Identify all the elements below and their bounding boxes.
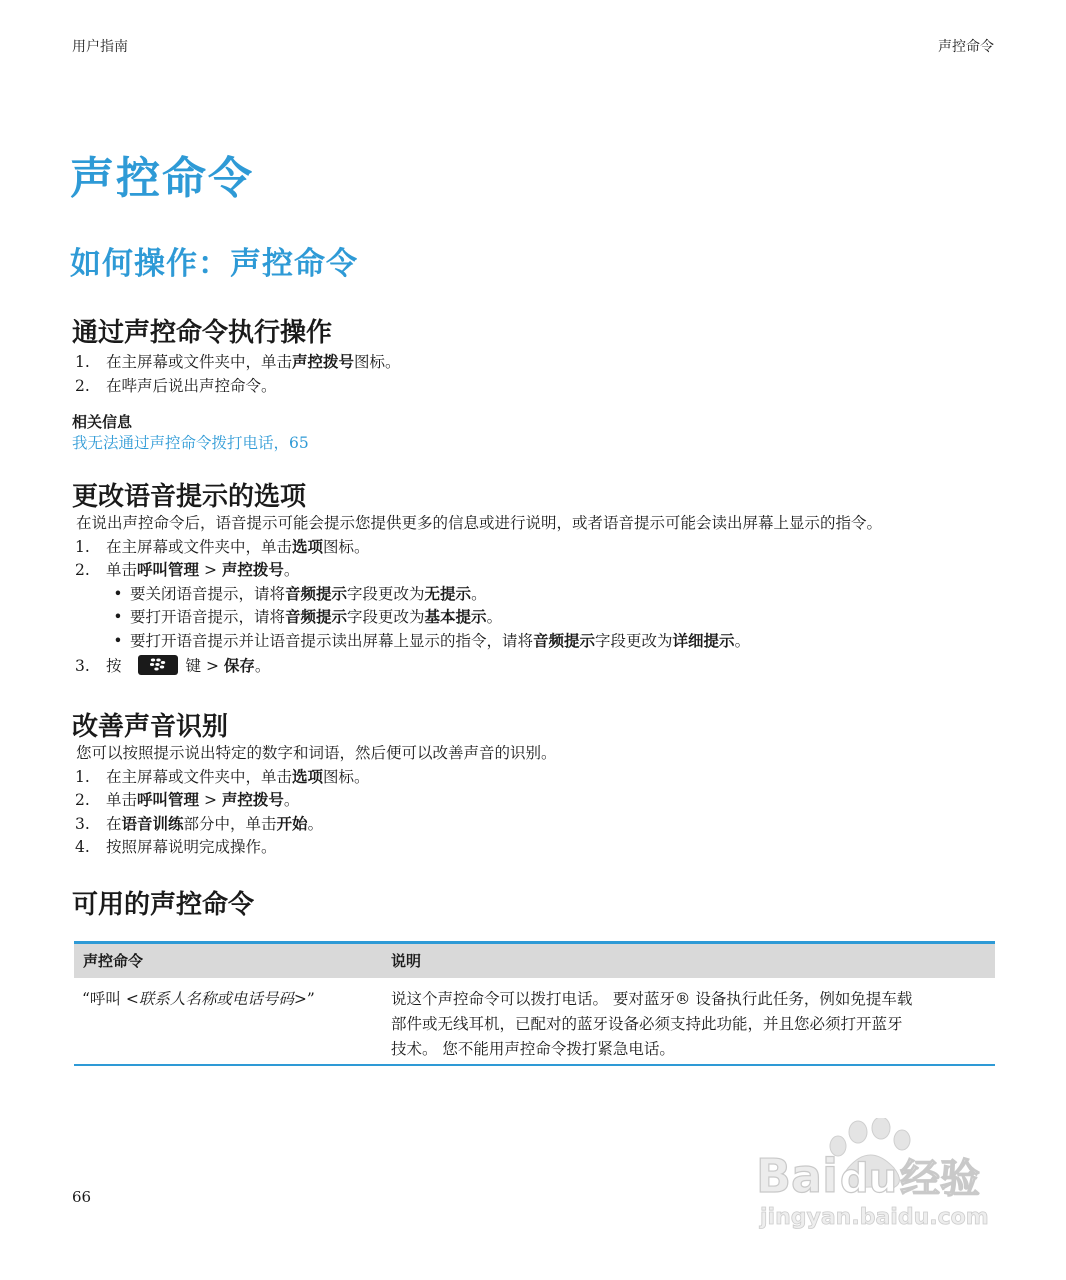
section-intro: 您可以按照提示说出特定的数字和词语，然后便可以改善声音的识别。 xyxy=(76,744,557,762)
bullet-text: 要关闭语音提示，请将 xyxy=(130,584,286,603)
section-heading-voice-commands: 通过声控命令执行操作 xyxy=(72,318,333,348)
step-text: 在主屏幕或文件夹中，单击 xyxy=(106,537,293,556)
step-text: 。 xyxy=(283,561,300,579)
ui-term: 音频提示 xyxy=(533,631,596,650)
step-number: 2. xyxy=(75,376,90,395)
ui-term: 声控拨号 xyxy=(292,353,355,371)
bullet-icon: • xyxy=(113,631,123,650)
ui-term: 开始 xyxy=(276,814,308,833)
svg-text:jingyan.baidu.com: jingyan.baidu.com xyxy=(760,1205,989,1230)
step-text: 在哔声后说出声控命令。 xyxy=(106,376,277,395)
step-text: 按 xyxy=(106,657,122,675)
page-title: 声控命令 xyxy=(70,153,254,204)
step-text: 键 > xyxy=(185,657,224,675)
step-number: 3. xyxy=(75,814,90,833)
ui-term: 详细提示 xyxy=(672,631,735,650)
description-line: 技术。 您不能用声控命令拨打紧急电话。 xyxy=(391,1040,675,1058)
command-cell xyxy=(74,978,382,1065)
step-text: 。 xyxy=(307,814,324,833)
column-header-description: 说明 xyxy=(382,943,995,979)
step-text: 在 xyxy=(106,814,122,833)
ui-term: 保存 xyxy=(223,657,255,675)
svg-text:du: du xyxy=(840,1156,898,1202)
ui-term: 呼叫管理 xyxy=(137,791,200,809)
bullet-text: 。 xyxy=(471,584,487,603)
ui-term: 音频提示 xyxy=(285,584,348,603)
step-text: 单击 xyxy=(106,561,138,579)
list-item xyxy=(72,375,996,399)
step-text: 按照屏幕说明完成操作。 xyxy=(106,838,277,856)
bullet-text: 字段更改为 xyxy=(347,584,425,603)
step-number: 4. xyxy=(75,838,90,856)
list-item xyxy=(72,766,996,790)
description-line: 部件或无线耳机，已配对的蓝牙设备必须支持此功能，并且您必须打开蓝牙 xyxy=(391,1015,903,1033)
page-number: 66 xyxy=(72,1188,92,1206)
section-heading-voice-recognition: 改善声音识别 xyxy=(72,712,229,742)
step-text: 图标。 xyxy=(323,537,370,556)
baidu-jingyan-watermark-logo xyxy=(748,1118,1008,1238)
related-info-label: 相关信息 xyxy=(72,413,133,431)
steps-list xyxy=(72,742,996,860)
svg-text:经验: 经验 xyxy=(900,1156,980,1202)
step-text: 图标。 xyxy=(323,767,370,786)
step-text: 在主屏幕或文件夹中，单击 xyxy=(106,767,293,786)
step-number: 2. xyxy=(75,791,90,809)
section-heading-voice-prompt-options: 更改语音提示的选项 xyxy=(72,482,307,512)
ui-term: 语音训练 xyxy=(121,814,184,833)
running-header-left: 用户指南 xyxy=(72,39,128,55)
bullet-icon: • xyxy=(113,584,123,603)
section-heading-available-commands: 可用的声控命令 xyxy=(72,890,255,920)
bullet-text: 字段更改为 xyxy=(595,631,673,650)
column-header-command: 声控命令 xyxy=(74,943,382,979)
command-text: ” xyxy=(306,990,315,1008)
step-number: 2. xyxy=(75,561,90,579)
list-item xyxy=(72,789,996,813)
step-number: 1. xyxy=(75,353,90,371)
ui-term: 基本提示 xyxy=(424,608,487,626)
description-cell xyxy=(382,978,995,1065)
bullet-text: 要打开语音提示并让语音提示读出屏幕上显示的指令，请将 xyxy=(130,631,534,650)
ui-term: 声控拨号 xyxy=(221,561,284,579)
bullet-item xyxy=(72,583,996,607)
blackberry-menu-key-icon xyxy=(138,655,178,675)
command-text: “呼叫 xyxy=(82,990,126,1008)
menu-separator: > xyxy=(199,561,222,579)
list-item xyxy=(72,559,996,583)
steps-list xyxy=(72,351,996,398)
steps-list xyxy=(72,512,996,679)
ui-term: 音频提示 xyxy=(285,608,348,626)
section-title: 如何操作：声控命令 xyxy=(70,246,358,282)
step-number: 1. xyxy=(75,537,90,556)
running-header-right: 声控命令 xyxy=(938,39,994,55)
bullet-text: 字段更改为 xyxy=(347,608,425,626)
svg-text:Bai: Bai xyxy=(756,1149,838,1203)
step-text: 单击 xyxy=(106,791,138,809)
ui-term: 无提示 xyxy=(424,584,472,603)
voice-commands-table xyxy=(74,941,995,1066)
ui-term: 选项 xyxy=(292,537,324,556)
bullet-item xyxy=(72,606,996,630)
step-text: 在主屏幕或文件夹中，单击 xyxy=(106,353,293,371)
step-text: 。 xyxy=(283,791,300,809)
step-number: 1. xyxy=(75,767,90,786)
bullet-text: 。 xyxy=(486,608,503,626)
ui-term: 声控拨号 xyxy=(221,791,284,809)
ui-term: 呼叫管理 xyxy=(137,561,200,579)
step-text: 部分中，单击 xyxy=(183,814,277,833)
command-placeholder: <联系人名称或电话号码> xyxy=(125,990,307,1008)
menu-separator: > xyxy=(199,791,222,809)
bullet-text: 要打开语音提示，请将 xyxy=(130,608,286,626)
list-item xyxy=(72,351,996,375)
step-text: 。 xyxy=(254,657,271,675)
bullet-icon: • xyxy=(113,608,123,626)
list-item xyxy=(72,813,996,837)
ui-term: 选项 xyxy=(292,767,324,786)
step-text: 图标。 xyxy=(354,353,401,371)
related-info-link[interactable]: 我无法通过声控命令拨打电话，65 xyxy=(72,434,309,452)
list-item xyxy=(72,536,996,560)
list-item xyxy=(72,655,996,679)
blackberry-logo-icon xyxy=(150,658,166,672)
list-item xyxy=(72,836,996,860)
section-intro: 在说出声控命令后，语音提示可能会提示您提供更多的信息或进行说明，或者语音提示可能会读出屏幕上显示的指令。 xyxy=(76,514,883,532)
table-row xyxy=(74,978,995,1065)
table-header-row xyxy=(74,943,995,979)
step-number: 3. xyxy=(75,657,90,675)
bullet-item xyxy=(72,630,996,654)
description-line: 说这个声控命令可以拨打电话。 要对蓝牙® 设备执行此任务，例如免提车载 xyxy=(391,990,913,1008)
bullet-text: 。 xyxy=(734,631,751,650)
